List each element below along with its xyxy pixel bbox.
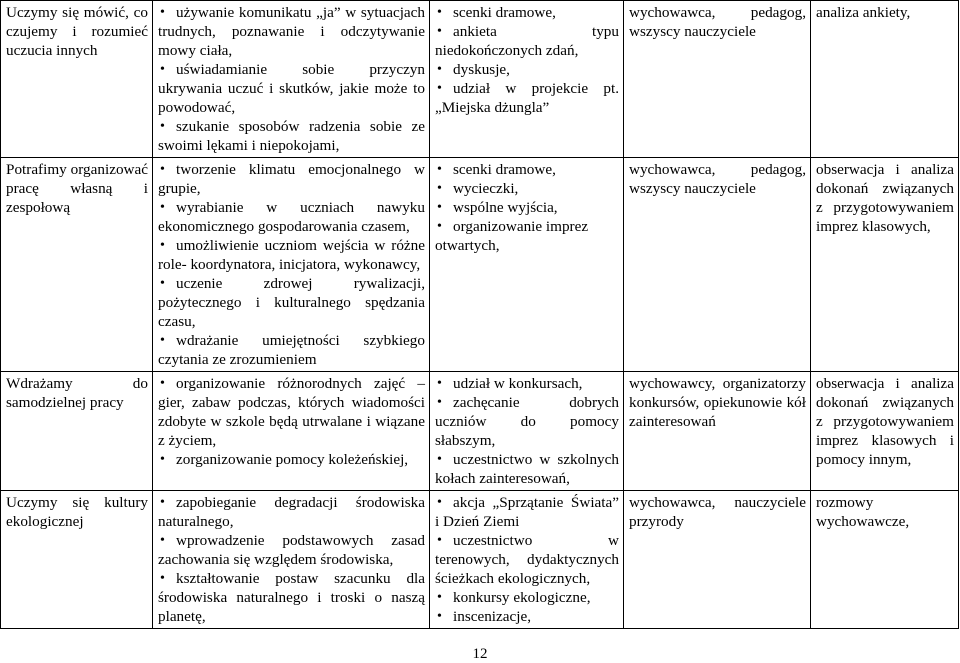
list-item: • szukanie sposobów radzenia sobie ze swoimi lękami i niepokojami, bbox=[158, 117, 425, 155]
list-item: • wprowadzenie podstawowych zasad zachowania się względem środowiska, bbox=[158, 531, 425, 569]
tasks-list bbox=[158, 374, 425, 469]
responsible-cell bbox=[624, 491, 811, 629]
responsible-text: wychowawcy, organizatorzy konkursów, opiekunowie kół zainteresowań bbox=[629, 375, 806, 430]
list-item: • umożliwienie uczniom wejścia w różne role- koordynatora, inicjatora, wykonawcy, bbox=[158, 236, 425, 274]
list-item: • wycieczki, bbox=[435, 179, 619, 198]
forms-cell bbox=[430, 372, 624, 491]
list-item: • dyskusje, bbox=[435, 60, 619, 79]
responsible-text: wychowawca, pedagog, wszyscy nauczyciele bbox=[629, 161, 806, 197]
list-item: • scenki dramowe, bbox=[435, 160, 619, 179]
tasks-cell bbox=[153, 158, 430, 372]
list-item: • inscenizacje, bbox=[435, 607, 619, 626]
forms-cell bbox=[430, 158, 624, 372]
list-item: • akcja „Sprzątanie Świata” i Dzień Ziemi bbox=[435, 493, 619, 531]
forms-list bbox=[435, 493, 619, 626]
responsible-text: wychowawca, pedagog, wszyscy nauczyciele bbox=[629, 4, 806, 40]
goal-cell bbox=[1, 1, 153, 158]
list-item: • uczestnictwo w terenowych, dydaktycznych ścieżkach ekologicznych, bbox=[435, 531, 619, 588]
list-item: • kształtowanie postaw szacunku dla środowiska naturalnego i troski o naszą planetę, bbox=[158, 569, 425, 626]
evaluation-text: obserwacja i analiza dokonań związanych z przygotowywaniem imprez klasowych, bbox=[816, 161, 954, 235]
evaluation-text: rozmowy wychowawcze, bbox=[816, 494, 910, 530]
goal-cell bbox=[1, 158, 153, 372]
list-item: • wdrażanie umiejętności szybkiego czytania ze zrozumieniem bbox=[158, 331, 425, 369]
list-item: • uczenie zdrowej rywalizacji, pożytecznego i kulturalnego spędzania czasu, bbox=[158, 274, 425, 331]
evaluation-cell bbox=[811, 491, 959, 629]
list-item: • zapobieganie degradacji środowiska naturalnego, bbox=[158, 493, 425, 531]
table-row bbox=[1, 372, 959, 491]
list-item: • uczestnictwo w szkolnych kołach zainteresowań, bbox=[435, 450, 619, 488]
forms-cell bbox=[430, 1, 624, 158]
evaluation-text: obserwacja i analiza dokonań związanych z przygotowywaniem imprez klasowych i pomocy innym, bbox=[816, 375, 954, 468]
goal-cell bbox=[1, 372, 153, 491]
tasks-cell bbox=[153, 372, 430, 491]
goal-cell bbox=[1, 491, 153, 629]
tasks-list bbox=[158, 3, 425, 155]
forms-list bbox=[435, 3, 619, 117]
list-item: • wspólne wyjścia, bbox=[435, 198, 619, 217]
list-item: • konkursy ekologiczne, bbox=[435, 588, 619, 607]
forms-continuation: otwartych, bbox=[435, 237, 500, 254]
goal-text: Potrafimy organizować pracę własną i zespołową bbox=[6, 161, 148, 216]
tasks-list bbox=[158, 160, 425, 369]
responsible-cell bbox=[624, 158, 811, 372]
list-item: • uświadamianie sobie przyczyn ukrywania uczuć i skutków, jakie może to powodować, bbox=[158, 60, 425, 117]
responsible-cell bbox=[624, 1, 811, 158]
forms-cell bbox=[430, 491, 624, 629]
list-item: • udział w konkursach, bbox=[435, 374, 619, 393]
table-row bbox=[1, 1, 959, 158]
goal-text: Uczymy się kultury ekologicznej bbox=[6, 494, 148, 530]
table-row bbox=[1, 491, 959, 629]
list-item: • zachęcanie dobrych uczniów do pomocy słabszym, bbox=[435, 393, 619, 450]
forms-list bbox=[435, 160, 619, 236]
tasks-cell bbox=[153, 491, 430, 629]
forms-list bbox=[435, 374, 619, 488]
tasks-list bbox=[158, 493, 425, 626]
goal-text: Uczymy się mówić, co czujemy i rozumieć uczucia innych bbox=[6, 4, 148, 59]
list-item: • wyrabianie w uczniach nawyku ekonomicznego gospodarowania czasem, bbox=[158, 198, 425, 236]
list-item: • organizowanie różnorodnych zajęć – gier, zabaw podczas, których wiadomości zdobyte w szkole będą utrwalane i wiązane z życiem, bbox=[158, 374, 425, 450]
list-item: • organizowanie imprez bbox=[435, 217, 619, 236]
tasks-cell bbox=[153, 1, 430, 158]
evaluation-cell bbox=[811, 1, 959, 158]
table-row bbox=[1, 158, 959, 372]
list-item: • scenki dramowe, bbox=[435, 3, 619, 22]
evaluation-cell bbox=[811, 158, 959, 372]
responsible-text: wychowawca, nauczyciele przyrody bbox=[629, 494, 806, 530]
list-item: • ankieta typu niedokończonych zdań, bbox=[435, 22, 619, 60]
list-item: • tworzenie klimatu emocjonalnego w grupie, bbox=[158, 160, 425, 198]
page-number: 12 bbox=[472, 646, 488, 662]
list-item: • używanie komunikatu „ja” w sytuacjach trudnych, poznawanie i odczytywanie mowy ciała, bbox=[158, 3, 425, 60]
list-item: • zorganizowanie pomocy koleżeńskiej, bbox=[158, 450, 425, 469]
evaluation-text: analiza ankiety, bbox=[816, 4, 911, 21]
list-item: • udział w projekcie pt. „Miejska dżungla” bbox=[435, 79, 619, 117]
responsible-cell bbox=[624, 372, 811, 491]
evaluation-cell bbox=[811, 372, 959, 491]
goal-text: Wdrażamy do samodzielnej pracy bbox=[6, 375, 148, 411]
